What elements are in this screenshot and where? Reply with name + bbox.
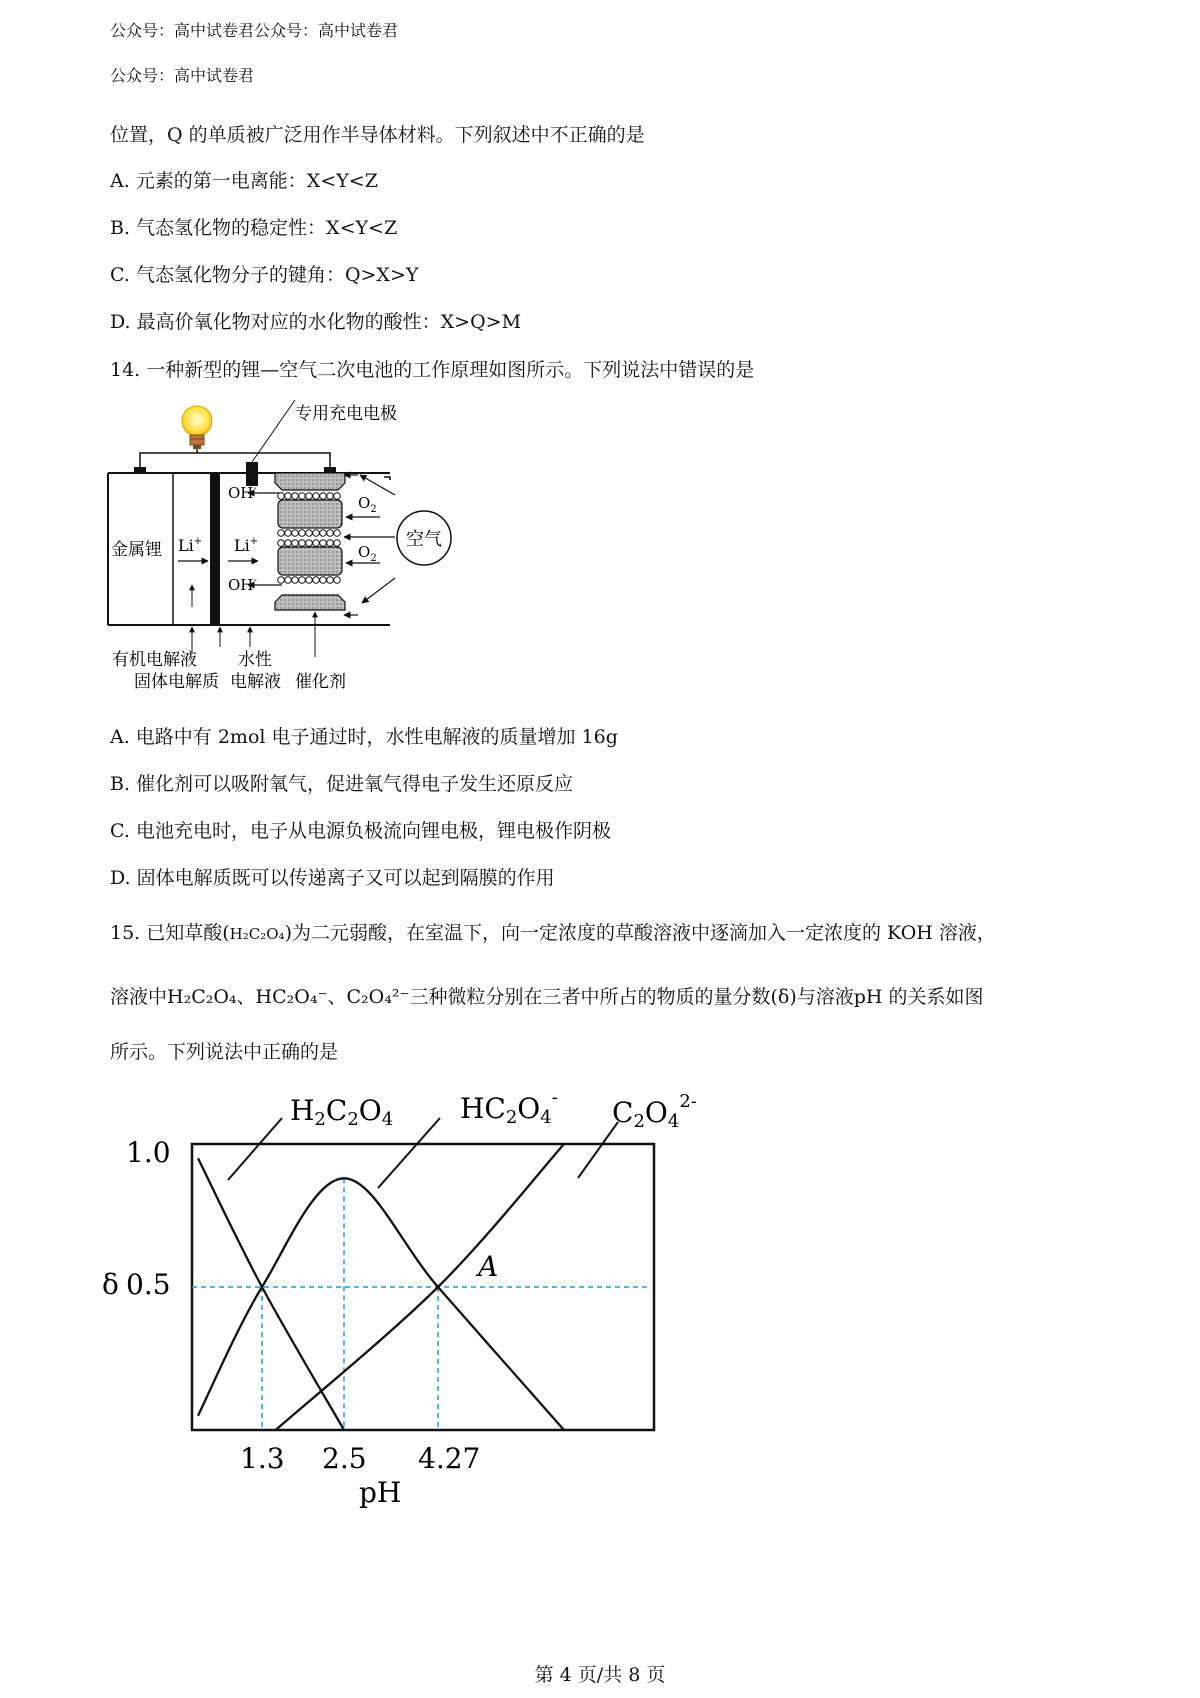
y-tick-0.5: 0.5 [126, 1268, 171, 1301]
q14-option-d: D. 固体电解质既可以传递离子又可以起到隔膜的作用 [110, 867, 555, 889]
light-bulb-icon [182, 406, 212, 449]
point-a-label: A [478, 1250, 499, 1283]
oh-ion-bottom: OH- [228, 575, 257, 594]
q15-line-3: 所示。下列说法中正确的是 [110, 1041, 339, 1063]
page-footer: 第 4 页/共 8 页 [534, 1664, 666, 1686]
label-h2c2o4: H2C2O4 [290, 1094, 394, 1130]
y-tick-1: 1.0 [126, 1136, 171, 1169]
q13-stem: 位置，Q 的单质被广泛用作半导体材料。下列叙述中不正确的是 [110, 124, 645, 146]
header-watermark-2: 公众号：高中试卷君 [110, 66, 255, 85]
x-axis-label: pH [359, 1476, 402, 1509]
q13-option-a: A. 元素的第一电离能：X<Y<Z [110, 170, 378, 192]
x-tick-3: 4.27 [418, 1442, 481, 1475]
oh-ion-top: OH- [228, 483, 257, 502]
metal-lithium-label: 金属锂 [111, 540, 162, 560]
label-hc2o4: HC2O4- [460, 1087, 558, 1128]
y-axis-label: δ [102, 1268, 119, 1301]
q15-line-1: 15. 已知草酸(H₂C₂O₄)为二元弱酸，在室温下，向一定浓度的草酸溶液中逐滴加入一定浓度的 KOH 溶液， [110, 922, 996, 944]
solid-electrolyte-label: 固体电解质 [134, 672, 219, 692]
li-ion-right: Li+ [234, 536, 259, 555]
x-tick-2: 2.5 [322, 1442, 367, 1475]
header-watermark-1: 公众号：高中试卷君公众号：高中试卷君 [110, 21, 399, 40]
organic-electrolyte-label: 有机电解液 [112, 650, 197, 670]
li-ion-left: Li+ [178, 536, 203, 555]
battery-diagram [100, 395, 520, 705]
q14-option-c: C. 电池充电时，电子从电源负极流向锂电极，锂电极作阴极 [110, 820, 611, 842]
o2-bottom: $O_2$ [358, 543, 377, 564]
q14-option-a: A. 电路中有 2mol 电子通过时，水性电解液的质量增加 16g [110, 726, 618, 748]
charging-electrode-label: 专用充电电极 [295, 404, 397, 424]
speciation-chart [100, 1080, 700, 1510]
aqueous-electrolyte-label-2: 电解液 [230, 672, 281, 692]
q13-option-b: B. 气态氢化物的稳定性：X<Y<Z [110, 217, 398, 239]
q14-option-b: B. 催化剂可以吸附氧气，促进氧气得电子发生还原反应 [110, 773, 574, 795]
air-label: 空气 [406, 529, 442, 550]
q15-line-2: 溶液中H₂C₂O₄、HC₂O₄⁻、C₂O₄²⁻三种微粒分别在三者中所占的物质的量分数(δ)与溶液pH 的关系如图 [110, 986, 984, 1008]
label-c2o4: $C2O4^{2-}$ [612, 1091, 697, 1132]
catalyst-label: 催化剂 [295, 672, 346, 692]
x-tick-1: 1.3 [240, 1442, 285, 1475]
q14-stem: 14. 一种新型的锂—空气二次电池的工作原理如图所示。下列说法中错误的是 [110, 359, 755, 381]
series-hc2o4 [198, 1178, 564, 1430]
aqueous-electrolyte-label-1: 水性 [238, 650, 272, 670]
q13-option-d: D. 最高价氧化物对应的水化物的酸性：X>Q>M [110, 311, 522, 333]
o2-top: $O_2$ [358, 494, 377, 515]
q13-option-c: C. 气态氢化物分子的键角：Q>X>Y [110, 264, 419, 286]
